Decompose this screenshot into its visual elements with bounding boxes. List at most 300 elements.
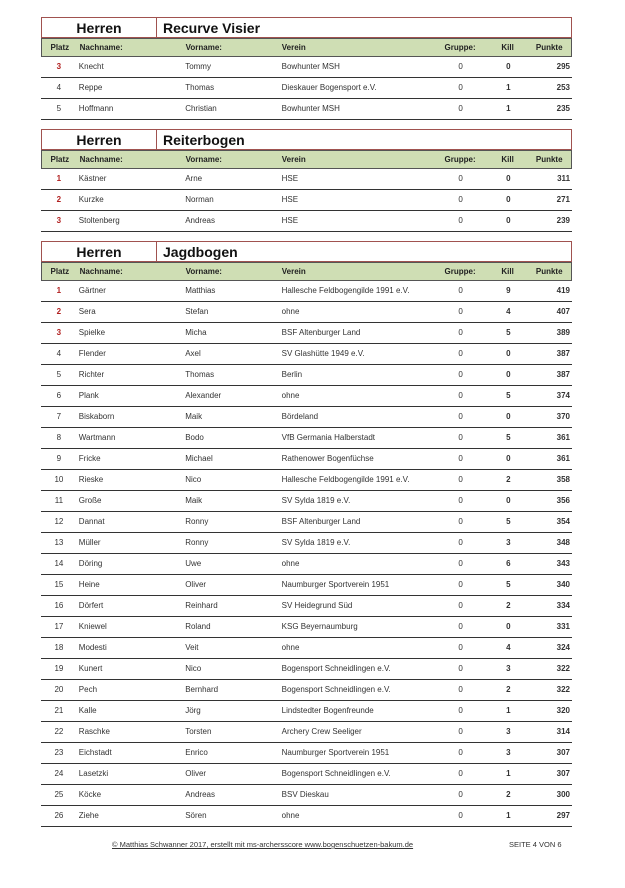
cell-verein: HSE [281, 216, 299, 225]
cell-kill: 2 [506, 685, 511, 694]
section-title-bar [41, 129, 572, 150]
cell-nachname: Kalle [78, 706, 97, 715]
cell-platz: 5 [56, 370, 62, 379]
cell-verein: SV Glashütte 1949 e.V. [281, 349, 365, 358]
cell-kill: 2 [506, 790, 511, 799]
cell-vorname: Roland [185, 622, 211, 631]
cell-vorname: Axel [185, 349, 201, 358]
cell-verein: Dieskauer Bogensport e.V. [281, 83, 377, 92]
cell-platz: 3 [56, 62, 62, 71]
cell-kill: 4 [506, 643, 511, 652]
cell-punkte: 307 [556, 769, 571, 778]
section-gap [41, 120, 572, 129]
cell-vorname: Oliver [185, 580, 207, 589]
cell-verein: ohne [281, 391, 300, 400]
cell-nachname: Lasetzki [78, 769, 109, 778]
table-row [41, 211, 572, 232]
results-page [41, 17, 572, 827]
cell-gruppe: 0 [458, 475, 463, 484]
cell-platz: 7 [56, 412, 62, 421]
cell-platz: 17 [54, 622, 64, 631]
cell-vorname: Christian [185, 104, 217, 113]
cell-kill: 0 [506, 349, 511, 358]
cell-gruppe: 0 [458, 727, 463, 736]
cell-kill: 1 [506, 104, 511, 113]
cell-vorname: Thomas [185, 370, 215, 379]
cell-verein: ohne [281, 643, 300, 652]
cell-punkte: 324 [556, 643, 571, 652]
cell-platz: 11 [54, 496, 64, 505]
cell-verein: BSF Altenburger Land [281, 328, 361, 337]
table-row [41, 323, 572, 344]
cell-nachname: Richter [78, 370, 105, 379]
cell-nachname: Kunert [78, 664, 103, 673]
results-section [41, 129, 572, 232]
cell-gruppe: 0 [458, 307, 463, 316]
cell-platz: 22 [54, 727, 64, 736]
cell-platz: 1 [56, 174, 62, 183]
cell-gruppe: 0 [458, 328, 463, 337]
table-body [41, 281, 572, 827]
cell-platz: 21 [54, 706, 64, 715]
cell-nachname: Große [78, 496, 102, 505]
cell-punkte: 407 [556, 307, 571, 316]
section-title-bar [41, 17, 572, 38]
cell-vorname: Sören [185, 811, 207, 820]
cell-nachname: Flender [78, 349, 106, 358]
cell-punkte: 253 [556, 83, 571, 92]
cell-punkte: 356 [556, 496, 571, 505]
cell-vorname: Nico [185, 664, 202, 673]
cell-platz: 8 [56, 433, 62, 442]
cell-nachname: Dannat [78, 517, 105, 526]
cell-punkte: 322 [556, 664, 571, 673]
cell-nachname: Gärtner [78, 286, 106, 295]
section-discipline: Reiterbogen [163, 132, 245, 148]
header-vorname: Vorname: [185, 155, 222, 164]
cell-punkte: 374 [556, 391, 571, 400]
cell-platz: 19 [54, 664, 64, 673]
table-row [41, 554, 572, 575]
cell-nachname: Plank [78, 391, 99, 400]
table-row [41, 743, 572, 764]
cell-nachname: Döring [78, 559, 103, 568]
cell-punkte: 331 [556, 622, 571, 631]
cell-vorname: Ronny [185, 517, 209, 526]
table-row [41, 428, 572, 449]
table-row [41, 638, 572, 659]
table-row [41, 491, 572, 512]
cell-gruppe: 0 [458, 580, 463, 589]
header-kill: Kill [501, 155, 514, 164]
cell-platz: 25 [54, 790, 64, 799]
cell-nachname: Hoffmann [78, 104, 114, 113]
table-row [41, 575, 572, 596]
header-kill: Kill [501, 267, 514, 276]
cell-gruppe: 0 [458, 286, 463, 295]
cell-kill: 2 [506, 601, 511, 610]
table-row [41, 596, 572, 617]
cell-nachname: Stoltenberg [78, 216, 120, 225]
cell-kill: 3 [506, 748, 511, 757]
table-header [41, 38, 572, 57]
cell-platz: 3 [56, 216, 62, 225]
cell-nachname: Biskaborn [78, 412, 115, 421]
cell-platz: 6 [56, 391, 62, 400]
cell-vorname: Maik [185, 496, 203, 505]
section-discipline: Jagdbogen [163, 244, 238, 260]
cell-vorname: Michael [185, 454, 213, 463]
cell-vorname: Micha [185, 328, 207, 337]
cell-platz: 4 [56, 349, 62, 358]
cell-kill: 5 [506, 433, 511, 442]
cell-verein: KSG Beyernaumburg [281, 622, 358, 631]
cell-nachname: Pech [78, 685, 98, 694]
cell-kill: 6 [506, 559, 511, 568]
table-row [41, 449, 572, 470]
cell-nachname: Raschke [78, 727, 110, 736]
cell-kill: 0 [506, 496, 511, 505]
cell-verein: HSE [281, 195, 299, 204]
cell-verein: Archery Crew Seeliger [281, 727, 362, 736]
cell-nachname: Knecht [78, 62, 104, 71]
cell-verein: Lindstedter Bogenfreunde [281, 706, 374, 715]
cell-punkte: 361 [556, 433, 571, 442]
cell-punkte: 419 [556, 286, 571, 295]
cell-verein: Bowhunter MSH [281, 104, 340, 113]
cell-gruppe: 0 [458, 391, 463, 400]
cell-gruppe: 0 [458, 685, 463, 694]
cell-gruppe: 0 [458, 104, 463, 113]
cell-kill: 0 [506, 174, 511, 183]
cell-nachname: Ziehe [78, 811, 99, 820]
header-platz: Platz [50, 155, 70, 164]
cell-punkte: 340 [556, 580, 571, 589]
cell-punkte: 322 [556, 685, 571, 694]
cell-punkte: 235 [556, 104, 571, 113]
cell-kill: 3 [506, 664, 511, 673]
table-row [41, 169, 572, 190]
cell-platz: 13 [54, 538, 64, 547]
header-nachname: Nachname: [79, 155, 123, 164]
cell-platz: 5 [56, 104, 62, 113]
footer-link[interactable]: © Matthias Schwanner 2017, erstellt mit ms-archersscore www.bogenschuetzen-bakum.de [112, 840, 414, 849]
cell-kill: 0 [506, 412, 511, 421]
cell-kill: 0 [506, 370, 511, 379]
cell-verein: BSF Altenburger Land [281, 517, 361, 526]
cell-kill: 3 [506, 727, 511, 736]
section-category: Herren [42, 18, 157, 37]
cell-vorname: Jörg [185, 706, 201, 715]
cell-platz: 23 [54, 748, 64, 757]
cell-gruppe: 0 [458, 195, 463, 204]
cell-vorname: Uwe [185, 559, 202, 568]
table-row [41, 344, 572, 365]
cell-verein: SV Sylda 1819 e.V. [281, 538, 351, 547]
header-platz: Platz [50, 267, 70, 276]
cell-verein: HSE [281, 174, 299, 183]
cell-platz: 1 [56, 286, 62, 295]
cell-vorname: Ronny [185, 538, 209, 547]
cell-punkte: 343 [556, 559, 571, 568]
cell-platz: 14 [54, 559, 64, 568]
cell-verein: Bogensport Schneidlingen e.V. [281, 685, 391, 694]
cell-punkte: 239 [556, 216, 571, 225]
cell-gruppe: 0 [458, 454, 463, 463]
header-punkte: Punkte [535, 267, 563, 276]
cell-gruppe: 0 [458, 216, 463, 225]
cell-platz: 16 [54, 601, 64, 610]
cell-vorname: Andreas [185, 790, 215, 799]
section-gap [41, 232, 572, 241]
cell-vorname: Arne [185, 174, 203, 183]
cell-vorname: Bernhard [185, 685, 219, 694]
cell-punkte: 295 [556, 62, 571, 71]
cell-verein: Rathenower Bogenfüchse [281, 454, 374, 463]
cell-nachname: Fricke [78, 454, 101, 463]
cell-verein: Bowhunter MSH [281, 62, 340, 71]
cell-verein: ohne [281, 559, 300, 568]
table-row [41, 764, 572, 785]
cell-punkte: 307 [556, 748, 571, 757]
table-row [41, 470, 572, 491]
cell-kill: 5 [506, 517, 511, 526]
table-row [41, 722, 572, 743]
cell-punkte: 348 [556, 538, 571, 547]
cell-platz: 18 [54, 643, 64, 652]
table-row [41, 512, 572, 533]
cell-vorname: Torsten [185, 727, 212, 736]
cell-verein: Hallesche Feldbogengilde 1991 e.V. [281, 286, 410, 295]
table-row [41, 680, 572, 701]
cell-nachname: Heine [78, 580, 100, 589]
table-row [41, 785, 572, 806]
header-platz: Platz [50, 43, 70, 52]
cell-kill: 1 [506, 706, 511, 715]
cell-punkte: 311 [557, 174, 571, 183]
header-kill: Kill [501, 43, 514, 52]
cell-nachname: Köcke [78, 790, 102, 799]
cell-platz: 20 [54, 685, 64, 694]
table-row [41, 617, 572, 638]
cell-vorname: Bodo [185, 433, 204, 442]
table-row [41, 407, 572, 428]
table-body [41, 57, 572, 120]
cell-verein: SV Sylda 1819 e.V. [281, 496, 351, 505]
page-number: SEITE 4 VON 6 [509, 840, 562, 849]
cell-platz: 15 [54, 580, 64, 589]
cell-nachname: Spielke [78, 328, 106, 337]
header-gruppe: Gruppe: [444, 43, 476, 52]
cell-punkte: 370 [556, 412, 571, 421]
cell-kill: 9 [506, 286, 511, 295]
cell-vorname: Nico [185, 475, 202, 484]
header-verein: Verein [281, 267, 306, 276]
cell-punkte: 389 [556, 328, 571, 337]
header-verein: Verein [281, 155, 306, 164]
cell-gruppe: 0 [458, 601, 463, 610]
cell-nachname: Eichstadt [78, 748, 112, 757]
table-header [41, 262, 572, 281]
footer-copyright [112, 840, 413, 849]
table-row [41, 659, 572, 680]
cell-platz: 4 [56, 83, 62, 92]
cell-gruppe: 0 [458, 517, 463, 526]
cell-vorname: Veit [185, 643, 199, 652]
cell-platz: 2 [56, 307, 62, 316]
cell-nachname: Müller [78, 538, 101, 547]
table-row [41, 533, 572, 554]
header-vorname: Vorname: [185, 267, 222, 276]
cell-punkte: 300 [556, 790, 571, 799]
cell-verein: SV Heidegrund Süd [281, 601, 353, 610]
header-gruppe: Gruppe: [444, 267, 476, 276]
cell-vorname: Andreas [185, 216, 215, 225]
cell-nachname: Modesti [78, 643, 107, 652]
cell-verein: Naumburger Sportverein 1951 [281, 580, 390, 589]
cell-kill: 1 [506, 83, 511, 92]
cell-platz: 2 [56, 195, 62, 204]
cell-punkte: 361 [556, 454, 571, 463]
cell-gruppe: 0 [458, 664, 463, 673]
cell-nachname: Sera [78, 307, 96, 316]
cell-kill: 0 [506, 454, 511, 463]
section-category: Herren [42, 242, 157, 261]
cell-kill: 1 [506, 769, 511, 778]
cell-nachname: Wartmann [78, 433, 116, 442]
header-nachname: Nachname: [79, 267, 123, 276]
cell-vorname: Oliver [185, 769, 207, 778]
cell-gruppe: 0 [458, 706, 463, 715]
cell-gruppe: 0 [458, 790, 463, 799]
cell-gruppe: 0 [458, 769, 463, 778]
header-punkte: Punkte [535, 155, 563, 164]
table-body [41, 169, 572, 232]
cell-punkte: 358 [556, 475, 571, 484]
cell-vorname: Reinhard [185, 601, 218, 610]
cell-gruppe: 0 [458, 62, 463, 71]
table-row [41, 281, 572, 302]
cell-punkte: 334 [556, 601, 571, 610]
cell-platz: 10 [54, 475, 64, 484]
cell-kill: 0 [506, 195, 511, 204]
cell-verein: Naumburger Sportverein 1951 [281, 748, 390, 757]
cell-platz: 24 [54, 769, 64, 778]
cell-gruppe: 0 [458, 412, 463, 421]
table-row [41, 190, 572, 211]
section-category: Herren [42, 130, 157, 149]
cell-verein: ohne [281, 307, 300, 316]
cell-vorname: Alexander [185, 391, 222, 400]
cell-kill: 5 [506, 580, 511, 589]
cell-gruppe: 0 [458, 433, 463, 442]
cell-nachname: Rieske [78, 475, 104, 484]
cell-platz: 26 [54, 811, 64, 820]
table-row [41, 386, 572, 407]
cell-vorname: Thomas [185, 83, 215, 92]
table-header [41, 150, 572, 169]
header-punkte: Punkte [535, 43, 563, 52]
table-row [41, 806, 572, 827]
table-row [41, 701, 572, 722]
cell-vorname: Stefan [185, 307, 209, 316]
cell-punkte: 387 [556, 370, 571, 379]
cell-gruppe: 0 [458, 748, 463, 757]
header-gruppe: Gruppe: [444, 155, 476, 164]
cell-verein: BSV Dieskau [281, 790, 329, 799]
cell-punkte: 387 [556, 349, 571, 358]
cell-punkte: 354 [556, 517, 571, 526]
header-nachname: Nachname: [79, 43, 123, 52]
section-title-bar [41, 241, 572, 262]
cell-punkte: 314 [556, 727, 571, 736]
header-vorname: Vorname: [185, 43, 222, 52]
cell-verein: Bogensport Schneidlingen e.V. [281, 769, 391, 778]
cell-verein: VfB Germania Halberstadt [281, 433, 376, 442]
cell-platz: 3 [56, 328, 62, 337]
results-section [41, 17, 572, 120]
cell-kill: 5 [506, 391, 511, 400]
cell-kill: 4 [506, 307, 511, 316]
cell-gruppe: 0 [458, 349, 463, 358]
cell-punkte: 320 [556, 706, 571, 715]
cell-punkte: 297 [556, 811, 571, 820]
cell-platz: 12 [54, 517, 64, 526]
cell-nachname: Kästner [78, 174, 107, 183]
table-row [41, 57, 572, 78]
results-section [41, 241, 572, 827]
cell-gruppe: 0 [458, 559, 463, 568]
cell-vorname: Enrico [185, 748, 208, 757]
cell-verein: ohne [281, 811, 300, 820]
cell-gruppe: 0 [458, 811, 463, 820]
cell-gruppe: 0 [458, 538, 463, 547]
cell-kill: 0 [506, 622, 511, 631]
cell-nachname: Dörfert [78, 601, 104, 610]
header-verein: Verein [281, 43, 306, 52]
cell-nachname: Kurzke [78, 195, 104, 204]
section-discipline: Recurve Visier [163, 20, 261, 36]
cell-vorname: Tommy [185, 62, 211, 71]
cell-verein: Bördeland [281, 412, 319, 421]
cell-vorname: Maik [185, 412, 203, 421]
cell-gruppe: 0 [458, 622, 463, 631]
table-row [41, 99, 572, 120]
cell-nachname: Kniewel [78, 622, 107, 631]
table-row [41, 302, 572, 323]
cell-nachname: Reppe [78, 83, 103, 92]
cell-gruppe: 0 [458, 174, 463, 183]
cell-verein: Hallesche Feldbogengilde 1991 e.V. [281, 475, 410, 484]
cell-kill: 3 [506, 538, 511, 547]
cell-punkte: 271 [556, 195, 571, 204]
table-row [41, 78, 572, 99]
cell-verein: Berlin [281, 370, 303, 379]
cell-kill: 2 [506, 475, 511, 484]
cell-vorname: Matthias [185, 286, 216, 295]
cell-kill: 1 [506, 811, 511, 820]
cell-vorname: Norman [185, 195, 214, 204]
cell-gruppe: 0 [458, 83, 463, 92]
cell-gruppe: 0 [458, 643, 463, 652]
cell-kill: 5 [506, 328, 511, 337]
cell-platz: 9 [56, 454, 62, 463]
cell-gruppe: 0 [458, 370, 463, 379]
cell-gruppe: 0 [458, 496, 463, 505]
cell-kill: 0 [506, 62, 511, 71]
cell-verein: Bogensport Schneidlingen e.V. [281, 664, 391, 673]
cell-kill: 0 [506, 216, 511, 225]
